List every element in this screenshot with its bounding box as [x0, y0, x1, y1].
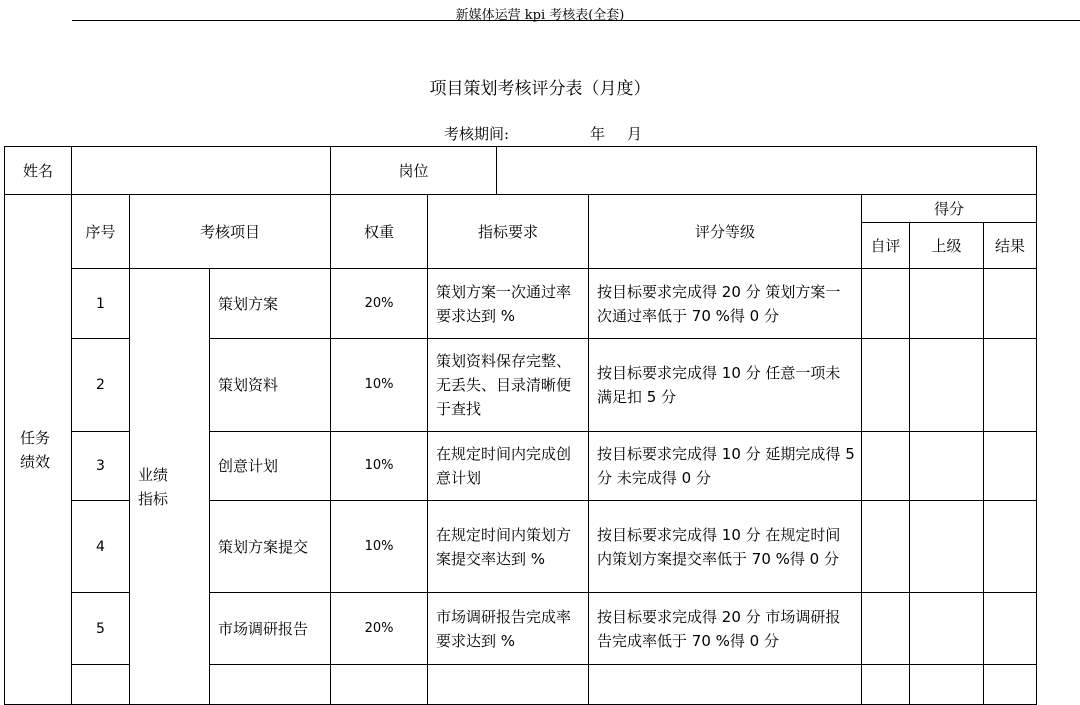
section-label: 任务绩效 [20, 428, 51, 471]
continued-cell [210, 665, 331, 705]
row-item: 策划方案 [210, 269, 331, 339]
self-score-cell[interactable] [862, 593, 910, 665]
result-score-cell[interactable] [984, 501, 1037, 593]
continued-cell [72, 665, 130, 705]
period-month-label: 月 [627, 125, 643, 143]
row-grading: 按目标要求完成得 20 分 策划方案一次通过率低于 70 %得 0 分 [589, 269, 862, 339]
row-weight: 20% [331, 593, 428, 665]
superior-score-header: 上级 [910, 223, 984, 269]
seq-header: 序号 [72, 195, 130, 269]
score-header: 得分 [862, 195, 1037, 223]
superior-score-cell[interactable] [910, 501, 984, 593]
row-seq: 2 [72, 339, 130, 432]
header-rule [72, 20, 1080, 21]
row-weight: 10% [331, 432, 428, 501]
row-seq: 3 [72, 432, 130, 501]
row-item: 市场调研报告 [210, 593, 331, 665]
self-score-cell[interactable] [862, 339, 910, 432]
grading-header: 评分等级 [589, 195, 862, 269]
result-score-cell[interactable] [984, 339, 1037, 432]
self-score-header: 自评 [862, 223, 910, 269]
row-grading: 按目标要求完成得 10 分 在规定时间内策划方案提交率低于 70 %得 0 分 [589, 501, 862, 593]
continued-cell [862, 665, 910, 705]
period-label: 考核期间: [444, 125, 510, 143]
superior-score-cell[interactable] [910, 432, 984, 501]
row-seq: 5 [72, 593, 130, 665]
self-score-cell[interactable] [862, 501, 910, 593]
name-value-cell[interactable] [72, 147, 331, 195]
result-score-cell[interactable] [984, 432, 1037, 501]
row-requirement: 在规定时间内策划方案提交率达到 % [428, 501, 589, 593]
row-seq: 4 [72, 501, 130, 593]
name-label: 姓名 [5, 147, 72, 195]
row-item: 策划资料 [210, 339, 331, 432]
result-score-cell[interactable] [984, 269, 1037, 339]
row-requirement: 在规定时间内完成创意计划 [428, 432, 589, 501]
continued-cell [910, 665, 984, 705]
continued-cell [428, 665, 589, 705]
section-cell [5, 195, 72, 705]
row-grading: 按目标要求完成得 20 分 市场调研报告完成率低于 70 %得 0 分 [589, 593, 862, 665]
category-cell [130, 269, 210, 705]
row-requirement: 策划方案一次通过率要求达到 % [428, 269, 589, 339]
row-seq: 1 [72, 269, 130, 339]
row-weight: 10% [331, 501, 428, 593]
weight-header: 权重 [331, 195, 428, 269]
self-score-cell[interactable] [862, 432, 910, 501]
header-row-1 [5, 195, 1037, 223]
category-label: 业绩指标 [138, 465, 169, 508]
row-weight: 10% [331, 339, 428, 432]
continued-cell [331, 665, 428, 705]
superior-score-cell[interactable] [910, 339, 984, 432]
row-grading: 按目标要求完成得 10 分 任意一项未满足扣 5 分 [589, 339, 862, 432]
row-item: 创意计划 [210, 432, 331, 501]
result-score-cell[interactable] [984, 593, 1037, 665]
info-row [5, 147, 1037, 195]
row-weight: 20% [331, 269, 428, 339]
kpi-table [4, 146, 1037, 705]
row-requirement: 策划资料保存完整、无丢失、目录清晰便于查找 [428, 339, 589, 432]
superior-score-cell[interactable] [910, 269, 984, 339]
result-score-header: 结果 [984, 223, 1037, 269]
item-header: 考核项目 [130, 195, 331, 269]
requirement-header: 指标要求 [428, 195, 589, 269]
running-header: 新媒体运营 kpi 考核表(全套) [455, 8, 625, 23]
period-year-label: 年 [590, 125, 606, 143]
form-title: 项目策划考核评分表（月度） [429, 79, 651, 99]
position-value-cell[interactable] [497, 147, 1037, 195]
self-score-cell[interactable] [862, 269, 910, 339]
row-grading: 按目标要求完成得 10 分 延期完成得 5 分 未完成得 0 分 [589, 432, 862, 501]
row-item: 策划方案提交 [210, 501, 331, 593]
table-row [5, 269, 1037, 339]
continued-cell [589, 665, 862, 705]
continued-cell [984, 665, 1037, 705]
superior-score-cell[interactable] [910, 593, 984, 665]
row-requirement: 市场调研报告完成率要求达到 % [428, 593, 589, 665]
position-label: 岗位 [331, 147, 497, 195]
